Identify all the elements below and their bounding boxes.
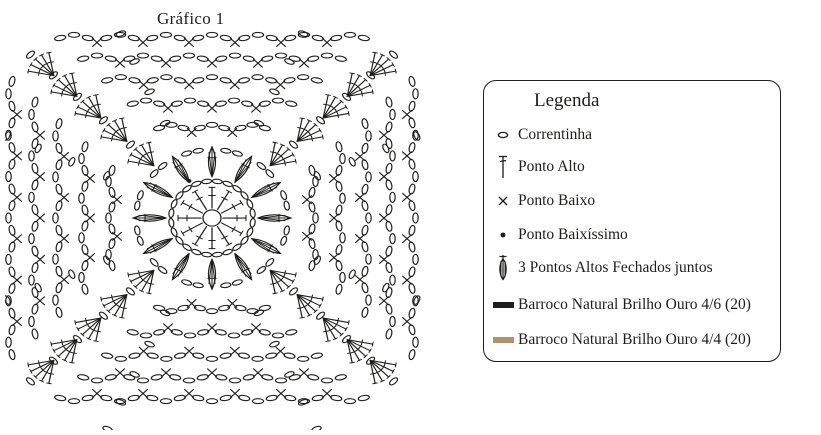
legend-item [484, 255, 776, 281]
legend-title: Legenda [534, 90, 600, 111]
double-crochet-icon [490, 154, 516, 180]
crochet-diagram [5, 30, 435, 430]
legend-item-label: Barroco Natural Brilho Ouro 4/6 (20) [518, 296, 751, 313]
diagram-title: Gráfico 1 [157, 9, 225, 28]
legend-item [484, 292, 776, 318]
legend-item [484, 222, 776, 248]
legend-box [483, 80, 781, 362]
legend-item [484, 154, 776, 180]
single-crochet-icon [490, 188, 516, 214]
legend-item-label: Ponto Alto [518, 158, 585, 175]
yarn-swatch-dark [490, 292, 516, 318]
legend-item-label: Ponto Baixíssimo [518, 226, 628, 243]
legend-item-label: Barroco Natural Brilho Ouro 4/4 (20) [518, 331, 751, 348]
legend-item [484, 122, 776, 148]
yarn-swatch-tan [490, 327, 516, 353]
legend-item-label: Correntinha [518, 126, 593, 143]
legend-item [484, 327, 776, 353]
chain-stitch-icon [490, 122, 516, 148]
cluster-3dc-icon [490, 255, 516, 281]
legend-item [484, 188, 776, 214]
legend-item-label: 3 Pontos Altos Fechados juntos [518, 259, 713, 276]
slip-stitch-icon [490, 222, 516, 248]
legend-item-label: Ponto Baixo [518, 192, 596, 209]
